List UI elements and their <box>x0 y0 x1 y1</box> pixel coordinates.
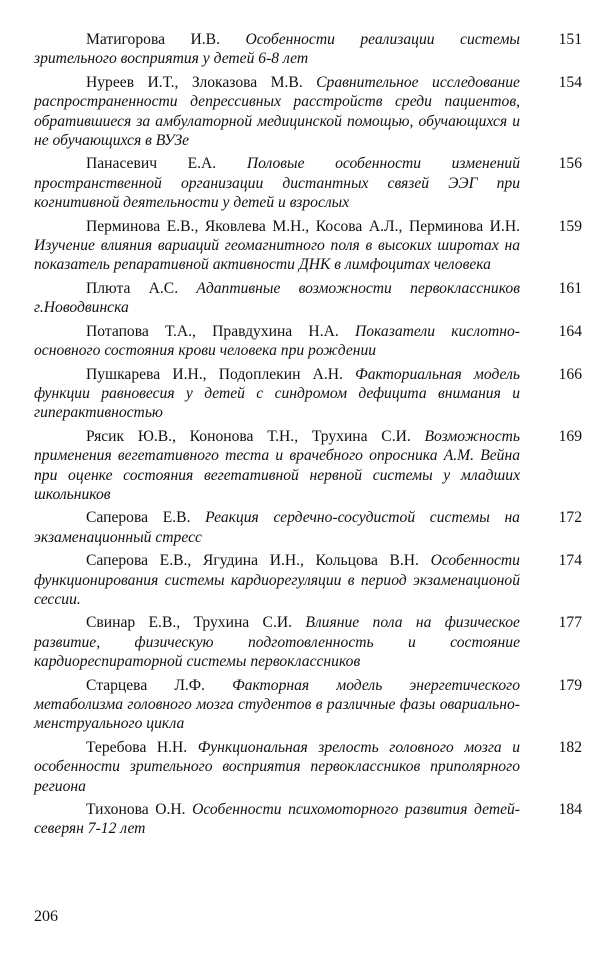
toc-entry <box>34 551 582 609</box>
entry-title: Сравнительное исследование распространенности депрессивных расстройств среди пациентов, обратившиеся за амбулаторной медицинской помощью, обучающихся и не обучающихся в ВУЗе <box>34 73 520 150</box>
entry-title: Особенности функционирования системы кардиорегуляции в период экзаменационой сессии. <box>34 552 520 608</box>
entry-page-number: 179 <box>558 676 582 694</box>
entry-page-number: 156 <box>558 155 582 173</box>
entry-page-number: 159 <box>558 217 582 235</box>
entry-page-number: 174 <box>558 552 582 570</box>
entry-text <box>34 676 520 734</box>
entry-title: Особенности психомоторного развития детей-северян 7-12 лет <box>34 801 520 838</box>
toc-entry <box>34 279 582 318</box>
toc-entry <box>34 154 582 212</box>
entry-text <box>34 508 520 547</box>
entry-text <box>34 30 520 69</box>
toc-entry <box>34 217 582 275</box>
entry-authors: Старцева Л.Ф. <box>86 676 206 694</box>
entry-text <box>34 322 520 361</box>
entry-page-number: 172 <box>558 509 582 527</box>
entry-page-number: 182 <box>558 738 582 756</box>
entry-text <box>34 217 520 275</box>
entry-page-number: 166 <box>558 365 582 383</box>
entry-title: Реакция сердечно-сосудистой системы на экзаменационный стресс <box>34 509 520 546</box>
entry-authors: Потапова Т.А., Правдухина Н.А. <box>86 322 339 340</box>
entry-authors: Матигорова И.В. <box>86 31 220 48</box>
entry-text <box>34 279 520 318</box>
entry-authors: Панасевич Е.А. <box>86 155 217 173</box>
entry-text <box>34 73 520 151</box>
entry-authors: Пушкарева И.Н., Подоплекин А.Н. <box>86 365 343 383</box>
entry-title: Факторная модель энергетического метаболизма головного мозга студентов в различные фазы овариально-менструального цикла <box>34 676 520 733</box>
toc-entry <box>34 30 582 69</box>
entry-text <box>34 154 520 212</box>
entry-title: Половые особенности изменений пространственной организации дистантных связей ЭЭГ при когнитивной деятельности у детей и взрослых <box>34 155 520 212</box>
entry-page-number: 151 <box>558 31 582 48</box>
entry-title: Функциональная зрелость головного мозга и особенности зрительного восприятия первоклассников приполярного региона <box>34 738 520 795</box>
entry-page-number: 169 <box>558 427 582 445</box>
toc-entry <box>34 800 582 839</box>
entry-title: Возможность применения вегетативного теста и врачебного опросника А.М. Вейна при оценке состояния вегетативной нервной системы у младших школьников <box>34 427 520 503</box>
entry-authors: Свинар Е.В., Трухина С.И. <box>86 614 293 632</box>
entry-text <box>34 800 520 839</box>
entry-text <box>34 613 520 671</box>
entry-authors: Саперова Е.В., Ягудина И.Н., Кольцова В.Н. <box>86 552 419 570</box>
entry-authors: Тихонова О.Н. <box>86 801 186 819</box>
entry-authors: Перминова Е.В., Яковлева М.Н., Косова А.Л., Перминова И.Н. <box>86 217 520 235</box>
toc-entry <box>34 322 582 361</box>
entry-title: Особенности реализации системы зрительного восприятия у детей 6-8 лет <box>34 31 520 68</box>
entry-title: Факториальная модель функции равновесия у детей с синдромом дефицита внимания и гиперактивностью <box>34 365 520 422</box>
entry-title: Изучение влияния вариаций геомагнитного поля в высоких широтах на показатель репаративной активности ДНК в лимфоцитах человека <box>34 237 520 274</box>
entry-text <box>34 427 520 505</box>
entry-authors: Рясик Ю.В., Кононова Т.Н., Трухина С.И. <box>86 427 411 445</box>
entry-page-number: 161 <box>558 279 582 297</box>
toc-entry <box>34 676 582 734</box>
toc-entry <box>34 738 582 796</box>
entry-title: Влияние пола на физическое развитие, физическую подготовленность и состояние кардиореспираторной системы первоклассников <box>34 614 520 671</box>
entry-page-number: 177 <box>558 614 582 632</box>
entry-page-number: 184 <box>558 801 582 819</box>
entry-title: Показатели кислотно-основного состояния крови человека при рождении <box>34 322 520 360</box>
toc-entry <box>34 365 582 423</box>
entry-authors: Теребова Н.Н. <box>86 738 188 756</box>
entry-page-number: 154 <box>558 73 582 91</box>
entry-title: Адаптивные возможности первоклассников г.Новодвинска <box>34 279 520 317</box>
entry-authors: Нуреев И.Т., Злоказова М.В. <box>86 73 303 91</box>
entry-authors: Плюта А.С. <box>86 279 179 297</box>
entry-text <box>34 551 520 609</box>
table-of-contents <box>34 30 582 843</box>
toc-entry <box>34 508 582 547</box>
toc-entry <box>34 427 582 505</box>
entry-text <box>34 365 520 423</box>
entry-text <box>34 738 520 796</box>
toc-entry <box>34 73 582 151</box>
toc-entry <box>34 613 582 671</box>
page-number: 206 <box>34 908 58 925</box>
entry-authors: Саперова Е.В. <box>86 509 191 527</box>
entry-page-number: 164 <box>558 322 582 340</box>
